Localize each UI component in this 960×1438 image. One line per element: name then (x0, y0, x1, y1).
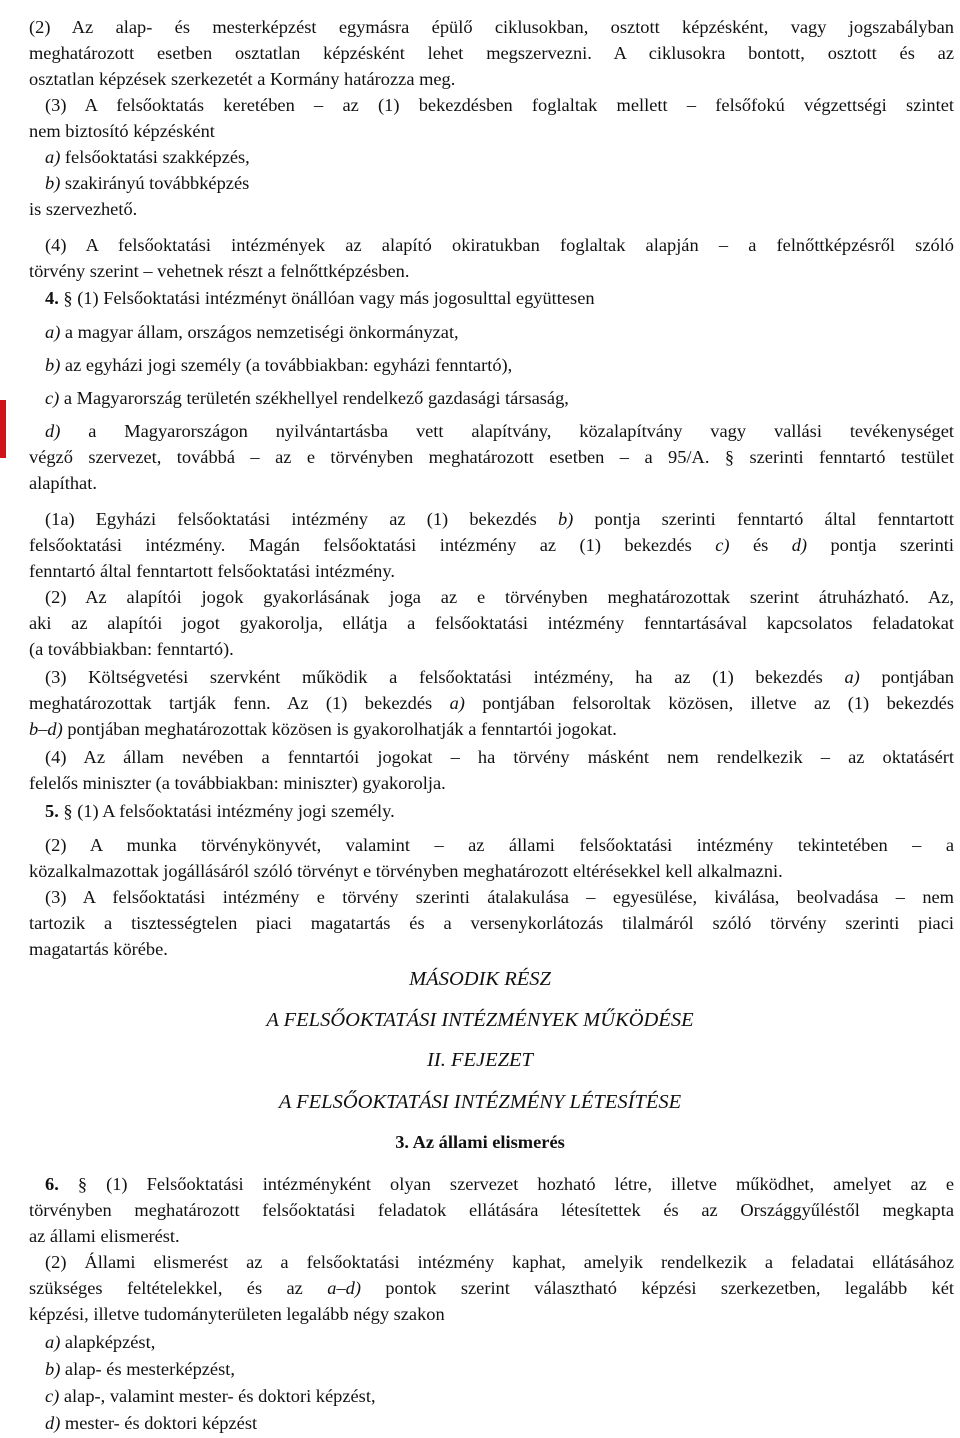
text-run: pontjában (859, 667, 954, 687)
text-line (45, 93, 954, 119)
text-run: magatartás körébe. (29, 939, 168, 959)
text-run: is szervezhető. (29, 199, 138, 219)
heading-line (0, 1008, 960, 1034)
text-run: a Magyarországon nyilvántartásba vett alapítvány, közalapítvány vagy vallási tevékenységet (60, 421, 954, 441)
text-run: felsőoktatási szakképzés, (60, 147, 250, 167)
text-run: törvény szerint – vehetnek részt a felnőttképzésben. (29, 261, 410, 281)
text-run: § (1) A felsőoktatási intézmény jogi személy. (58, 801, 395, 821)
text-run: felelős miniszter (a továbbiakban: miniszter) gyakorolja. (29, 773, 446, 793)
point-label: c) (715, 535, 730, 555)
text-line (45, 585, 954, 611)
text-run: MÁSODIK RÉSZ (409, 968, 551, 990)
point-label: a) (844, 667, 860, 687)
text-line (29, 15, 954, 41)
point-label: a–d) (327, 1278, 361, 1298)
point-label: c) (45, 1386, 60, 1406)
point-label: b–d) (29, 719, 63, 739)
text-line (29, 611, 954, 637)
point-label: d) (45, 1413, 61, 1433)
text-run: meghatározott esetben osztatlan képzésként lehet megszervezni. A ciklusokra bontott, osztott és az (29, 43, 954, 63)
text-line (29, 717, 954, 743)
text-run: és (729, 535, 792, 555)
text-run: pontja szerinti fenntartó által fenntartott (573, 509, 954, 529)
text-line (29, 1198, 954, 1224)
text-run: § (1) Felsőoktatási intézményként olyan szervezet hozható létre, illetve működhet, amelyet az e (58, 1174, 954, 1194)
text-run: felsőoktatási intézmény. Magán felsőoktatási intézmény az (1) bekezdés (29, 535, 716, 555)
text-line (45, 799, 954, 825)
text-run: (3) Költségvetési szervként működik a felsőoktatási intézmény, ha az (1) bekezdés (45, 667, 845, 687)
text-run: tartozik a tisztességtelen piaci magatartás és a versenykorlátozás tilalmáról szóló törvény szerinti piaci (29, 913, 954, 933)
text-run: (2) Az alapítói jogok gyakorlásának joga az e törvényben meghatározottak szerint átruházható. Az, (45, 587, 954, 607)
text-line (45, 1357, 954, 1383)
text-run: pontjában felsoroltak közösen, illetve az (1) bekezdés (464, 693, 954, 713)
text-run: pontja szerinti (807, 535, 955, 555)
text-line (29, 1276, 954, 1302)
text-run: közalkalmazottak jogállásáról szóló törvényt e törvényben meghatározott eltérésekkel kell alkalmazni. (29, 861, 783, 881)
text-run: szükséges feltételekkel, és az (29, 1278, 328, 1298)
text-run: képzési, illetve tudományterületen legalább négy szakon (29, 1304, 445, 1324)
text-line (29, 119, 954, 145)
text-run: az állami elismerést. (29, 1226, 180, 1246)
text-line (45, 665, 954, 691)
text-run: (3) A felsőoktatási intézmény e törvény szerinti átalakulása – egyesülése, kiválása, beolvadása – nem (45, 887, 954, 907)
text-line (29, 67, 954, 93)
text-line (29, 637, 954, 663)
text-line (45, 171, 954, 197)
text-run: pontjában meghatározottak közösen is gyakorolhatják a fenntartói jogokat. (62, 719, 617, 739)
text-line (29, 533, 954, 559)
point-label: d) (791, 535, 808, 555)
point-label: b) (45, 173, 61, 193)
text-run: II. FEJEZET (427, 1049, 533, 1071)
text-line (45, 353, 954, 379)
text-run: A FELSŐOKTATÁSI INTÉZMÉNYEK MŰKÖDÉSE (266, 1009, 694, 1031)
text-run: (2) Állami elismerést az a felsőoktatási intézmény kaphat, amelyik rendelkezik a feladatai ellátásához (45, 1252, 954, 1272)
text-run: szakirányú továbbképzés (60, 173, 250, 193)
text-run: (a továbbiakban: fenntartó). (29, 639, 234, 659)
text-line (45, 419, 954, 445)
text-run: § (1) Felsőoktatási intézményt önállóan vagy más jogosulttal együttesen (58, 288, 595, 308)
text-run: fenntartó által fenntartott felsőoktatási intézmény. (29, 561, 395, 581)
text-line (29, 559, 954, 585)
change-marker (0, 400, 6, 458)
text-run: alap-, valamint mester- és doktori képzést, (59, 1386, 376, 1406)
section-number: 6. (45, 1174, 59, 1194)
point-label: a) (45, 147, 61, 167)
text-line (29, 471, 954, 497)
text-run: alapképzést, (60, 1332, 156, 1352)
point-label: a) (45, 322, 61, 342)
text-line (45, 320, 954, 346)
text-line (29, 1224, 954, 1250)
text-line (29, 41, 954, 67)
text-run: (3) A felsőoktatás keretében – az (1) bekezdésben foglaltak mellett – felsőfokú végzettségi szintet (45, 95, 954, 115)
text-line (45, 833, 954, 859)
text-run: pontok szerint választható képzési szerkezetben, legalább két (360, 1278, 955, 1298)
text-run: osztatlan képzések szerkezetét a Kormány határozza meg. (29, 69, 456, 89)
text-line (29, 259, 954, 285)
text-run: (4) Az állam nevében a fenntartói jogokat – ha törvény másként nem rendelkezik – az oktatásért (45, 747, 954, 767)
text-run: 3. Az állami elismerés (395, 1132, 565, 1152)
text-run: nem biztosító képzésként (29, 121, 215, 141)
text-line (45, 1330, 954, 1356)
point-label: b) (45, 1359, 61, 1379)
text-run: a Magyarország területén székhellyel rendelkező gazdasági társaság, (59, 388, 569, 408)
point-label: b) (557, 509, 574, 529)
text-line (45, 1411, 954, 1437)
text-run: (1a) Egyházi felsőoktatási intézmény az (1) bekezdés (45, 509, 558, 529)
heading-line (0, 967, 960, 993)
text-line (45, 286, 954, 312)
point-label: d) (45, 421, 61, 441)
heading-line (0, 1048, 960, 1074)
text-line (45, 145, 954, 171)
text-line (29, 445, 954, 471)
text-run: alap- és mesterképzést, (60, 1359, 235, 1379)
text-run: aki az alapítói jogot gyakorolja, ellátja a felsőoktatási intézmény fenntartásával kapcsolatos feladatokat (29, 613, 954, 633)
text-line (45, 1172, 954, 1198)
text-line (29, 937, 954, 963)
text-line (29, 197, 954, 223)
section-number: 4. (45, 288, 59, 308)
text-line (45, 885, 954, 911)
point-label: a) (45, 1332, 61, 1352)
text-run: meghatározottak tartják fenn. Az (1) bekezdés (29, 693, 450, 713)
text-run: a magyar állam, országos nemzetiségi önkormányzat, (60, 322, 459, 342)
text-line (45, 507, 954, 533)
text-run: az egyházi jogi személy (a továbbiakban: egyházi fenntartó), (60, 355, 513, 375)
text-run: (4) A felsőoktatási intézmények az alapító okiratukban foglaltak alapján – a felnőttképzésről szóló (45, 235, 954, 255)
text-line (45, 1250, 954, 1276)
text-run: A FELSŐOKTATÁSI INTÉZMÉNY LÉTESÍTÉSE (278, 1091, 682, 1113)
text-line (45, 386, 954, 412)
text-run: (2) Az alap- és mesterképzést egymásra épülő ciklusokban, osztott képzésként, vagy jogszabályban (29, 17, 954, 37)
text-run: mester- és doktori képzést (60, 1413, 258, 1433)
text-line (29, 859, 954, 885)
text-line (29, 771, 954, 797)
text-line (45, 1384, 954, 1410)
text-line (29, 1302, 954, 1328)
point-label: a) (449, 693, 465, 713)
text-line (45, 745, 954, 771)
point-label: c) (45, 388, 60, 408)
heading-line (0, 1090, 960, 1116)
heading-line (0, 1130, 960, 1156)
text-line (29, 691, 954, 717)
point-label: b) (45, 355, 61, 375)
section-number: 5. (45, 801, 59, 821)
text-run: törvényben meghatározott felsőoktatási feladatok ellátására létesítettek és az Országgyűléstől megkapta (29, 1200, 954, 1220)
text-run: alapíthat. (29, 473, 97, 493)
text-run: (2) A munka törvénykönyvét, valamint – az állami felsőoktatási intézmény tekintetében – a (45, 835, 954, 855)
text-run: végző szervezet, továbbá – az e törvényben meghatározott esetben – a 95/A. § szerinti fenntartó testület (29, 447, 954, 467)
text-line (29, 911, 954, 937)
text-line (45, 233, 954, 259)
